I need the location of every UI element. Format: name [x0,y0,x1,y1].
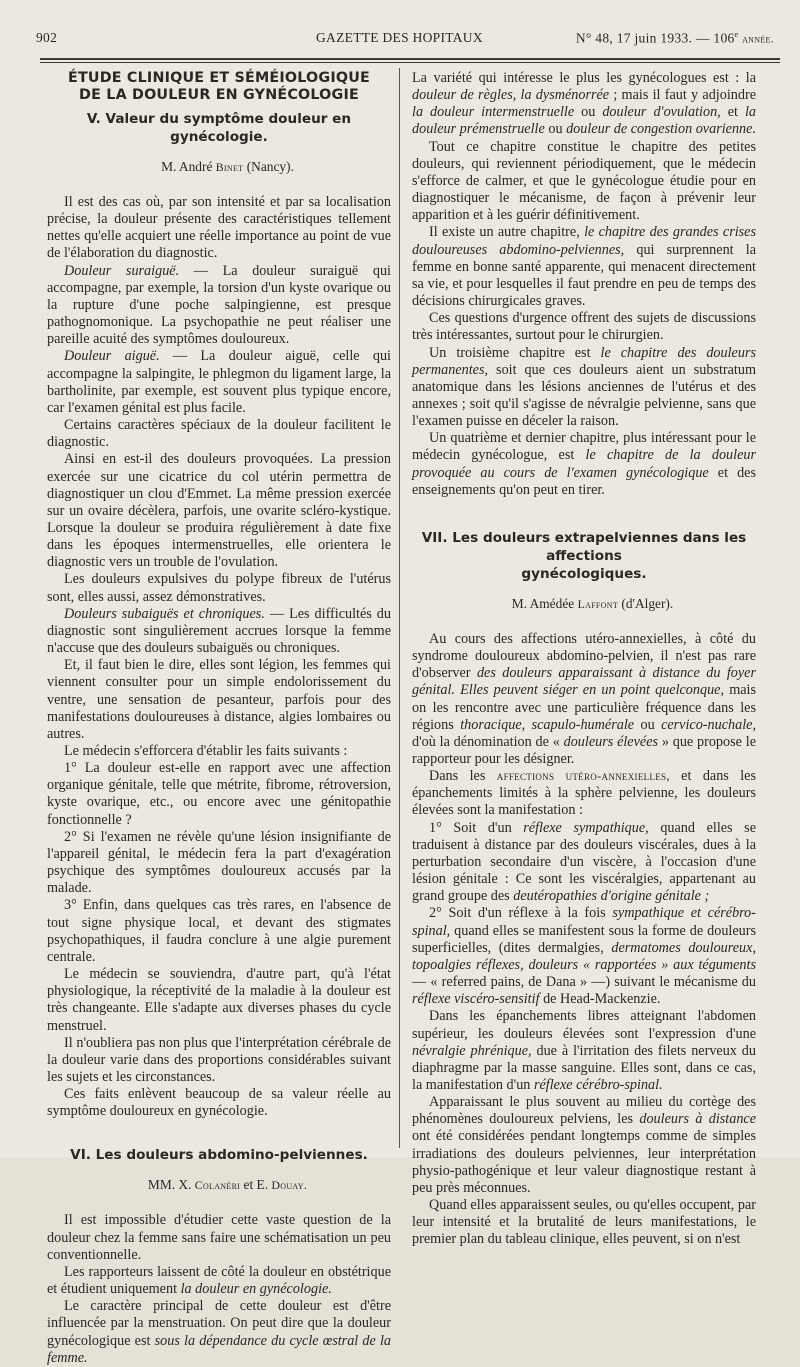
sec5-label: Douleur aiguë. [64,348,160,365]
sec6-text: ou [574,104,603,121]
sec5-paragraph: Et, il faut bien le dire, elles sont légion, les femmes qui viennent consulter pour un simple endolorissement du ventre, une sensation de pesanteur, parfois pour des manifestations douloureuses à distance, algies lombaires ou autres. [47,657,391,742]
sec6-text: soit que ces douleurs aient un substratum anatomique dans les lésions anciennes de l'utérus et des annexes ; soit qu'il s'agisse de névralgie pelvienne, sans que l'examen puisse en déceler la raison. [412,361,756,430]
section7-author-name: Laffont [577,596,619,611]
section7-author-city: (d'Alger). [621,595,674,611]
sec7-text: due à l'irritation des filets nerveux du diaphragme par la masse sanguine. Elles sont, dans ce cas, la manifestation d'un [412,1042,756,1093]
sec7-text: de Head-Mackenzie. [539,991,661,1008]
sec5-text: — La douleur suraiguë qui accompagne, par exemple, la torsion d'un kyste ovarique ou la rupture d'une poche salpingienne, est presque pathognomonique. La psychopathie ne peut réaliser une pareille acuité des symptômes douloureux. [47,262,391,348]
sec6-emphasis: le chapitre des grandes crises douloureuses abdomino-pelviennes, [412,224,756,258]
sec7-emphasis: douleurs élevées [563,733,659,750]
sec6-text: ; mais il faut y adjoindre [609,87,756,104]
sec5-paragraph: Il est des cas où, par son intensité et par sa localisation précise, la douleur présente des caractéristiques tellement nettes qu'elle acquiert une réelle importance au point de vue de l'élaboration du diagnostic. [47,194,391,262]
sec6-paragraph [412,224,756,310]
sec5-label: Douleur suraiguë. [64,262,180,279]
sec7-emphasis: sympathique et cérébro-spinal, [412,905,756,939]
sec6-emphasis: douleur d'ovulation, [602,104,721,121]
section7-title-line1: VII. Les douleurs extrapelviennes dans les affections [421,529,747,564]
sec5-paragraph: Ainsi en est-il des douleurs provoquées. La pression exercée sur une cicatrice du col utérin permettra de diagnostiquer un clou d'Emmet. La même pression exercée sur un ovaire décèlera, parfois, une ovarite scléro-kystique. Lorsque la douleur se produira régulièrement à date fixe dans les époques intermenstruelles, elle orientera le diagnostic vers un trouble de l'ovulation. [47,451,391,571]
sec7-emphasis: douleurs à distance [639,1111,757,1128]
section7-author-prefix: M. Amédée [511,595,575,611]
sec6-text: qui surprennent la femme en bonne santé apparente, qui menacent directement sa vie, et pour lesquelles il faut prendre en peu de temps des décisions chirurgicales graves. [412,241,756,310]
sec7-emphasis: névralgie phrénique, [412,1042,532,1059]
sec7-paragraph: Quand elles apparaissent seules, ou qu'elles occupent, par leur intensité et la brutalité de leurs manifestations, le premier plan du tableau clinique, elles peuvent, si on n'est [412,1197,756,1248]
sec7-text: 2° Soit d'un réflexe à la fois [429,905,613,922]
sec7-emphasis: cervico-nuchale, [661,716,756,733]
issue-year-word: année. [742,31,774,46]
sec7-text: — « referred pains, de Dana » —) suivant le mécanisme du [412,974,756,991]
sec5-paragraph [47,263,391,349]
section6-author-name1: Colanéri [194,1178,241,1193]
section5-title: V. Valeur du symptôme douleur en gynécologie. [86,111,352,145]
sec6-paragraph [412,345,756,431]
section7-author [412,595,756,613]
sec6-text: Il existe un autre chapitre, [429,224,585,241]
sec6-paragraph: Il est impossible d'étudier cette vaste question de la douleur chez la femme sans faire une schématisation un peu conventionnelle. [47,1212,391,1263]
sec6-emphasis: le chapitre de la douleur provoquée au cours de l'examen gynécologique [412,447,756,481]
sec5-paragraph: Ces faits enlèvent beaucoup de sa valeur réelle au symptôme douloureux en gynécologie. [47,1086,391,1120]
sec7-text: ou [634,716,662,733]
journal-title: GAZETTE DES HOPITAUX [316,30,483,45]
sec6-paragraph [412,430,756,499]
left-column [47,70,391,1367]
sec7-paragraph [412,1008,756,1094]
sec6-text: ou [544,121,567,138]
sec7-text: Au cours des affections utéro-annexielles, à côté du syndrome douloureux abdomino-pelvien, il n'est pas rare d'observer [412,630,756,682]
sec7-text: Dans les épanchements libres atteignant l'abdomen supérieur, les douleurs élevées sont l'expression d'une [412,1008,756,1042]
sec7-emphasis: réflexe viscéro-sensitif [412,991,540,1008]
sec6-paragraph [412,70,756,139]
sec6-emphasis: le chapitre des douleurs permanentes, [412,344,756,378]
sec5-paragraph: 2° Si l'examen ne révèle qu'une lésion insignifiante de l'appareil génital, le médecin fera la part d'exagération psychique des symptômes douloureux accusés par la malade. [47,828,391,897]
sec6-paragraph: Tout ce chapitre constitue le chapitre des petites douleurs, qui reviennent périodiquement, que le médecin s'efforce de calmer, et que le gynécologue étudie pour en diagnostiquer le mécanisme, de façon à prévenir leur apparition et à les guérir définitivement. [412,138,756,224]
sec6-text: Un quatrième et dernier chapitre, plus intéressant pour le médecin gynécologue, est [412,430,756,464]
sec6-emphasis: la douleur intermenstruelle [412,104,575,121]
sec7-emphasis: thoracique, scapulo-humérale [460,716,635,733]
sec5-paragraph: Il n'oubliera pas non plus que l'interprétation cérébrale de la douleur varie dans des proportions considérables suivant les sujets et les circonstances. [47,1034,391,1085]
header-rule-thick [40,58,780,60]
sec7-text: Dans les [429,768,497,785]
section6-author-mid: et E. [243,1177,269,1193]
section7-title-line2: gynécologiques. [521,565,647,582]
issue-text: N° 48, 17 juin 1933. — 106 [575,30,735,46]
sec7-text: et dans les épanchements limités à la sphère pelvienne, les douleurs élevées sont la manifestation : [412,768,757,819]
sec7-paragraph [412,905,756,1008]
sec6-text: Un troisième chapitre est [429,344,601,361]
sec7-paragraph [412,820,756,906]
sec6-emphasis: douleur de congestion ovarienne. [566,121,756,138]
sec5-paragraph: Certains caractères spéciaux de la douleur facilitent le diagnostic. [47,417,391,451]
sec6-text: Le caractère principal de cette douleur est d'être influencée par la menstruation. On peut dire que la douleur gynécologique est [47,1298,391,1349]
sec6-emphasis: douleur de règles, la dysménorrée [412,87,610,104]
section5-author-name: Binet [215,160,244,174]
section6-author-prefix: MM. X. [147,1177,192,1193]
section6-title: VI. Les douleurs abdomino-pelviennes. [70,1147,368,1164]
section5-author-prefix: M. André [161,159,213,174]
sec7-text: quand elles se traduisent à distance par des douleurs viscérales, dues à la perturbation secondaire d'un viscère, à l'occasion d'une lésion génitale : Ce sont les viscéralgies, appartenant au grand groupe des [412,819,756,905]
header-rule-thin [40,62,780,63]
sec5-paragraph: 3° Enfin, dans quelques cas très rares, en l'absence de tout signe physique local, et devant des stigmates psychopathiques, il faudra conclure à une algie purement centrale. [47,897,391,965]
sec7-text: mais on les rencontre avec une particulière fréquence dans les régions [412,682,757,733]
sec6-emphasis: la douleur en gynécologie. [180,1281,332,1298]
sec7-emphasis: dermatomes douloureux, topoalgies réflexes, douleurs « rapportées » aux téguments [412,939,756,973]
sec5-paragraph [47,606,391,657]
sec7-text: Apparaissant le plus souvent au milieu du cortège des phénomènes douloureux pelviens, les [412,1094,756,1128]
sec6-text: et des enseignements qu'on peut en tirer. [412,464,756,498]
sec7-text: d'où la dénomination de « [412,733,564,750]
section5-author-city: (Nancy). [246,159,294,174]
sec6-paragraph: Ces questions d'urgence offrent des sujets de discussions très intéressantes, surtout pour le chirurgien. [412,310,756,344]
article-title-line2: DE LA DOULEUR EN GYNÉCOLOGIE [79,87,359,103]
section6-authors [47,1176,391,1194]
column-divider [399,68,400,1148]
sec7-text: 1° Soit d'un [429,819,524,836]
sec7-text: ont été considérées pendant longtemps comme de simples irradiations des douleurs pelviennes, leur interprétation physio-pathogénique et leur valeur diagnostique restant à peu près méconnues. [412,1128,756,1196]
sec6-text: Les rapporteurs laissent de côté la douleur en obstétrique et étudient uniquement [47,1263,391,1298]
issue-superscript: e [734,30,739,39]
sec5-label: Douleurs subaiguës et chroniques. [64,605,265,622]
article-title-line1: ÉTUDE CLINIQUE ET SÉMÉIOLOGIQUE [67,70,370,86]
sec5-paragraph: Les douleurs expulsives du polype fibreux de l'utérus sont, elles aussi, assez démonstratives. [47,571,391,605]
sec6-emphasis: sous la dépendance du cycle œstral de la femme. [47,1332,391,1366]
sec7-paragraph [412,768,756,819]
sec7-emphasis: réflexe sympathique, [523,819,649,836]
sec7-text: » que propose le rapporteur pour les désigner. [412,733,756,767]
sec5-paragraph: 1° La douleur est-elle en rapport avec une affection organique génitale, telle que métrite, fibrome, rétroversion, kyste ovarique, etc., ou encore avec une génitopathie fonctionnelle ? [47,760,391,828]
sec5-text: — Les difficultés du diagnostic sont singulièrement accrues lorsque la femme n'accuse que des douleurs subaiguës ou chroniques. [47,605,391,657]
right-column [412,70,756,1249]
sec6-paragraph [47,1298,391,1367]
sec6-emphasis: la douleur prémenstruelle [412,104,756,138]
sec5-paragraph: Le médecin se souviendra, d'autre part, qu'à l'état physiologique, la réceptivité de la maladie à la douleur est très changeante. Elle s'adapte aux diverses phases du cycle menstruel. [47,966,391,1034]
sec7-emphasis: des douleurs apparaissant à distance du foyer génital. Elles peuvent siéger en un point quelconque, [412,665,757,699]
sec5-paragraph: Le médecin s'efforcera d'établir les faits suivants : [64,743,348,759]
section5-author [47,158,391,176]
section6-author-name2: Douay. [271,1178,308,1193]
sec7-emphasis: réflexe cérébro-spinal. [533,1076,663,1093]
sec6-text: La variété qui intéresse le plus les gynécologues est : la [412,70,756,86]
sec5-text: — La douleur aiguë, celle qui accompagne la salpingite, le phlegmon du ligament large, la bartholinite, par exemple, est souvent plus typique encore, car l'examen génital est plus facile. [47,348,391,416]
running-head [36,30,780,50]
sec5-paragraph [47,348,391,417]
sec6-paragraph [47,1264,391,1298]
sec7-text: quand elles se manifestent sous la forme de douleurs superficielles, (dites dermalgies, [412,922,756,956]
sec7-paragraph [412,1094,756,1197]
issue-info [576,30,774,47]
page-number: 902 [36,30,58,45]
sec6-text: et [720,104,745,121]
sec7-paragraph [412,631,756,768]
sec7-emphasis: deutéropathies d'origine génitale ; [513,888,710,905]
sec7-smallcaps: affections utéro-annexielles, [496,769,670,784]
